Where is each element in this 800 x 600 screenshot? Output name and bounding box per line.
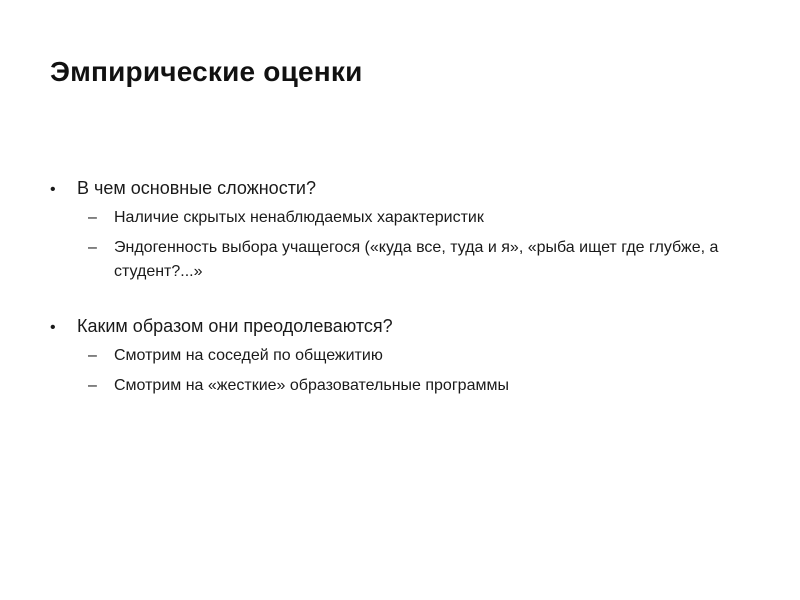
sub-marker: – bbox=[88, 347, 97, 364]
sub-item bbox=[50, 374, 760, 398]
bullet-text: В чем основные сложности? bbox=[77, 178, 317, 198]
bullet-list bbox=[50, 176, 760, 428]
sub-text: Смотрим на «жесткие» образовательные программы bbox=[114, 377, 509, 394]
sub-list bbox=[50, 206, 760, 284]
bullet-text: Каким образом они преодолеваются? bbox=[77, 316, 393, 336]
sub-text: Смотрим на соседей по общежитию bbox=[114, 347, 383, 364]
bullet-item-overcoming bbox=[50, 314, 760, 398]
bullet-row bbox=[50, 176, 760, 202]
sub-text: Эндогенность выбора учащегося («куда все, туда и я», «рыба ищет где глубже, а студент?...» bbox=[114, 239, 719, 280]
sub-marker: – bbox=[88, 239, 97, 256]
bullet-row bbox=[50, 314, 760, 340]
sub-text: Наличие скрытых ненаблюдаемых характеристик bbox=[114, 209, 484, 226]
sub-marker: – bbox=[88, 377, 97, 394]
sub-item bbox=[50, 206, 760, 230]
sub-item bbox=[50, 236, 760, 284]
slide-title: Эмпирические оценки bbox=[50, 56, 363, 87]
sub-marker: – bbox=[88, 209, 97, 226]
sub-item bbox=[50, 344, 760, 368]
sub-list bbox=[50, 344, 760, 398]
bullet-marker: • bbox=[50, 181, 56, 198]
bullet-item-difficulties bbox=[50, 176, 760, 284]
bullet-marker: • bbox=[50, 319, 56, 336]
